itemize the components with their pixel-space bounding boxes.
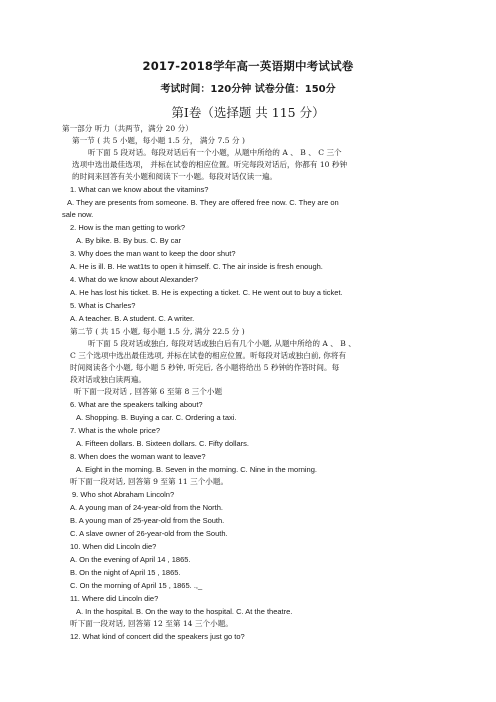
instruction-line: 听下面 5 段对话。每段对话后有一个小题，从题中所给的 A 、 B 、 C 三个 xyxy=(88,148,342,157)
instruction-line: 的时间来回答有关小题和阅读下一小题。每段对话仅读一遍。 xyxy=(72,172,278,181)
question-10: 10. When did Lincoln die? xyxy=(70,542,157,551)
question-12: 12. What kind of concert did the speakers just go to? xyxy=(70,632,245,641)
question-5: 5. What is Charles? xyxy=(70,301,136,310)
instruction-line: C 三个选项中选出最佳选项, 并标在试卷的相应位置。听每段对话或独白前, 你将有 xyxy=(70,351,347,360)
question-1-options-cont: sale now. xyxy=(62,210,94,219)
question-4: 4. What do we know about Alexander? xyxy=(70,275,198,284)
question-11: 11. Where did Lincoln die? xyxy=(70,594,159,603)
question-7-options: A. Fifteen dollars. B. Sixteen dollars. C. Fifty dollars. xyxy=(76,439,249,448)
question-10-option-b: B. On the night of April 15 , 1865. xyxy=(70,568,181,577)
listening-prompt: 听下面一段对话, 回答第 9 至第 11 三个小题。 xyxy=(70,477,229,486)
section-1-heading: 第一节 ( 共 5 小题，每小题 1.5 分， 满分 7.5 分 ) xyxy=(72,136,245,145)
instruction-line: 时间阅读各个小题, 每小题 5 秒钟, 听完后, 各小题将给出 5 秒钟的作答时间。每 xyxy=(70,363,340,372)
question-7: 7. What is the whole price? xyxy=(70,426,161,435)
instruction-line: 听下面 5 段对话或独白, 每段对话或独白后有几个小题, 从题中所给的 A 、 B 、 xyxy=(88,339,356,348)
question-11-options: A. In the hospital. B. On the way to the hospital. C. At the theatre. xyxy=(76,607,293,616)
exam-subtitle: 考试时间：120分钟 试卷分值：150分 xyxy=(160,84,336,95)
question-9-option-b: B. A young man of 25-year-old from the South. xyxy=(70,516,225,525)
section-2-heading: 第二节 ( 共 15 小题, 每小题 1.5 分, 满分 22.5 分 ) xyxy=(70,327,245,336)
section-heading: 第Ⅰ卷（选择题 共 115 分） xyxy=(171,105,325,120)
question-3: 3. Why does the man want to keep the door shut? xyxy=(70,249,236,258)
question-2-options: A. By bike. B. By bus. C. By car xyxy=(76,236,182,245)
question-3-options: A. He is ill. B. He wat1ts to open it himself. C. The air inside is fresh enough. xyxy=(70,262,323,271)
part-heading: 第一部分 听力（共两节，满分 20 分） xyxy=(62,124,193,133)
question-6: 6. What are the speakers talking about? xyxy=(70,400,203,409)
question-9-option-a: A. A young man of 24-year-old from the North. xyxy=(70,503,223,512)
question-10-option-c: C. On the morning of April 15 , 1865. .,_ xyxy=(70,581,203,590)
question-9: 9. Who shot Abraham Lincoln? xyxy=(72,490,175,499)
question-8: 8. When does the woman want to leave? xyxy=(70,452,206,461)
instruction-line: 选项中选出最佳选项， 并标在试卷的相应位置。听完每段对话后，你都有 10 秒钟 xyxy=(72,160,348,169)
question-2: 2. How is the man getting to work? xyxy=(70,223,186,232)
question-9-option-c: C. A slave owner of 26-year-old from the South. xyxy=(70,529,228,538)
question-8-options: A. Eight in the morning. B. Seven in the morning. C. Nine in the morning. xyxy=(76,465,317,474)
listening-prompt: 听下面一段对话, 回答第 12 至第 14 三个小题。 xyxy=(70,619,233,628)
question-10-option-a: A. On the evening of April 14 , 1865. xyxy=(70,555,191,564)
listening-prompt: 听下面一段对话 , 回答第 6 至第 8 三个小题 xyxy=(74,387,223,396)
exam-title: 2017-2018学年高一英语期中考试试卷 xyxy=(142,59,354,73)
question-1-options: A. They are presents from someone. B. They are offered free now. C. They are on xyxy=(67,198,339,207)
question-1: 1. What can we know about the vitamins? xyxy=(70,185,209,194)
question-5-options: A. A teacher. B. A student. C. A writer. xyxy=(70,314,195,323)
instruction-line: 段对话或独白读两遍。 xyxy=(70,375,146,384)
question-6-options: A. Shopping. B. Buying a car. C. Ordering a taxi. xyxy=(76,413,237,422)
question-4-options: A. He has lost his ticket. B. He is expecting a ticket. C. He went out to buy a ticket. xyxy=(70,288,343,297)
